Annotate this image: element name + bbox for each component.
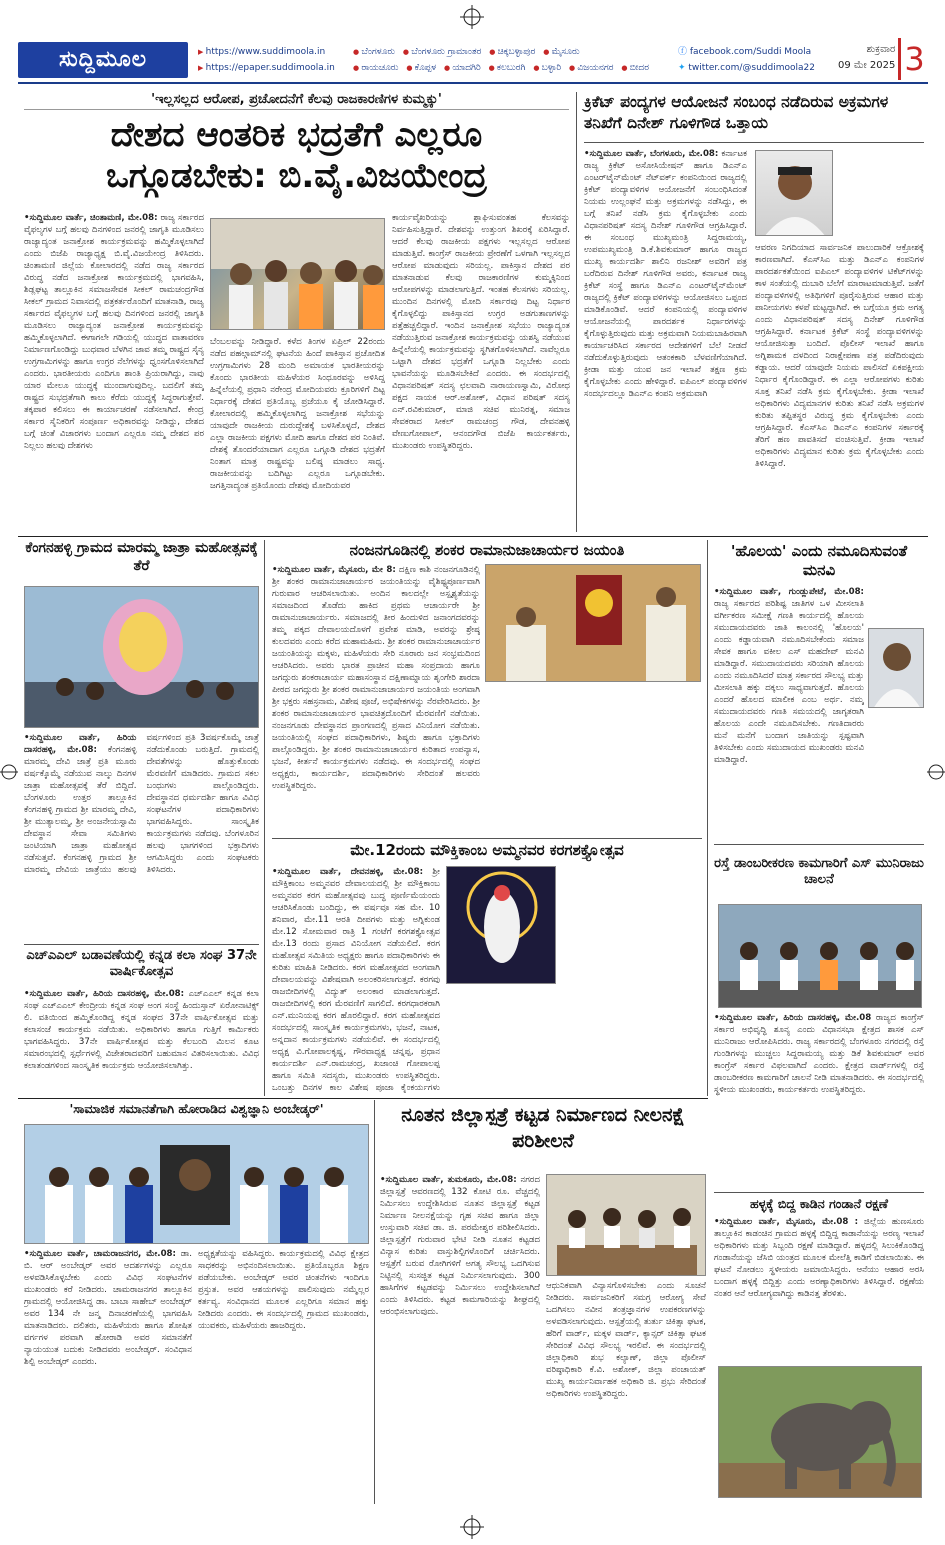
edition-item: ● ಕಲಬುರಗಿ — [489, 63, 526, 73]
cricket-column-1 — [584, 148, 747, 528]
section-divider — [18, 536, 928, 537]
festival-chariot-illustration — [25, 587, 259, 728]
kengan-body-column — [24, 732, 259, 940]
lead-headline-line1: ದೇಶದ ಆಂತರಿಕ ಭದ್ರತೆಗೆ ಎಲ್ಲರೂ — [110, 115, 483, 155]
edition-item: ● ಕೊಪ್ಪಳ — [406, 63, 436, 73]
lead-photo — [210, 218, 385, 330]
ambedkar-headline: 'ಸಾಮಾಜಿಕ ಸಮಾನತೆಗಾಗಿ ಹೋರಾಡಿದ ವಿಶ್ವಜ್ಞಾನಿ ಅಂಬೇಡ್ಕರ್' — [69, 1101, 324, 1116]
edition-item: ● ಯಾದಗಿರಿ — [444, 63, 481, 73]
nanjan-dateline: •ಸುದ್ದಿಮೂಲ ವಾರ್ತೆ, ಮೈಸೂರು, ಮೇ 8: — [272, 565, 396, 575]
nanjan-column-1 — [272, 564, 480, 834]
elephant-photo — [718, 1366, 922, 1498]
hospital-dateline: •ಸುದ್ದಿಮೂಲ ವಾರ್ತೆ, ತುಮಕೂರು, ಮೇ.08: — [380, 1175, 517, 1185]
holaya-dateline: •ಸುದ್ದಿಮೂಲ ವಾರ್ತೆ, ಗುಂಡ್ಲುಪೇಟೆ, ಮೇ.08: — [714, 587, 864, 597]
issue-date-text: 09 ಮೇ 2025 — [838, 60, 896, 71]
edition-item: ● ಬೀದರ — [621, 63, 649, 73]
website-url-link[interactable]: ▶ https://www.suddimoola.in — [198, 44, 335, 60]
cricket-column-2a — [840, 148, 924, 240]
elephant-dateline: •ಸುದ್ದಿಮೂಲ ವಾರ್ತೆ, ಮೈಸೂರು, ಮೇ.08 : — [714, 1217, 859, 1227]
column-divider — [576, 92, 577, 532]
ambedkar-column-1 — [24, 1248, 192, 1500]
section-divider — [18, 1098, 708, 1099]
hospital-headline: ನೂತನ ಜಿಲ್ಲಾಸ್ಪತ್ರೆ ಕಟ್ಟಡ ನಿರ್ಮಾಣದ ನೀಲನಕ್ಷೆ ಪರಿಶೀಲನೆ — [401, 1104, 685, 1152]
edition-item: ● ವಿಜಯನಗರ — [569, 63, 613, 73]
lead-story — [24, 92, 569, 196]
meeting-illustration — [547, 1175, 706, 1276]
cricket-dateline: •ಸುದ್ದಿಮೂಲ ವಾರ್ತೆ, ಬೆಂಗಳೂರು, ಮೇ.08: — [584, 149, 719, 159]
page-number: 3 — [898, 38, 928, 80]
road-dateline: •ಸುದ್ದಿಮೂಲ ವಾರ್ತೆ, ಹಿರಿಯ ದಾಸರಹಳ್ಳಿ, ಮೇ.08 — [714, 1013, 872, 1023]
hal-body: ಎಚ್‌ಎಎಲ್ ಕನ್ನಡ ಕಲಾ ಸಂಘ ಎಚ್‌ಎಎಲ್ ಕೇಂದ್ರೀಯ ಕನ್ನಡ ಸಂಘ ಅಂಗ ಸಂಸ್ಥೆ ಹಿಂದುಸ್ತಾನ್ ಏರೋನಾಟಿಕ್ಸ್ ಲಿ. ವತಿಯಿಂದ ಹಮ್ಮಿಕೊಂಡಿದ್ದ ಕನ್ನಡ ಸಂಘದ 37ನೇ ವಾರ್ಷಿಕೋತ್ಸವ ಮತ್ತು ಕಲಾಸಂಜೆ ಕಾರ್ಯಕ್ರಮ ನಡೆಯಿತು. ಅಧಿಕಾರಿಗಳು ಹಾಗೂ ಗುತ್ತಿಗೆ ಕಾರ್ಮಿಕರು ಭಾಗವಹಿಸಿದ್ದರು. 37ನೇ ವಾರ್ಷಿಕೋತ್ಸವ ಮತ್ತು ಕೆಲಬಂದಿ ಮಿಲನ ಕೂಟ ಸಮಾರಂಭದಲ್ಲಿ ಸ್ಪರ್ಧೆಗಳಲ್ಲಿ ವಿಜೇತರಾದವರಿಗೆ ಬಹುಮಾನ ವಿತರಿಸಲಾಯಿತು. ವಿವಿಧ ಕಲಾತಂಡಗಳಿಂದ ಸಾಂಸ್ಕೃತಿಕ ಕಾರ್ಯಕ್ರಮ ಆಯೋಜಿಸಲಾಗಿತ್ತು. — [24, 989, 259, 1071]
festival-photo — [24, 586, 259, 728]
divider — [714, 1192, 924, 1193]
edition-item: ● ರಾಯಚೂರು — [353, 63, 398, 73]
holaya-body: ರಾಜ್ಯ ಸರ್ಕಾರದ ಪರಿಶಿಷ್ಟ ಜಾತಿಗಳ ಒಳ ಮೀಸಲಾತಿ ವರ್ಗೀಕರಣ ಸಮೀಕ್ಷೆ ಗಣತಿ ಕಾರ್ಯದಲ್ಲಿ ಹೊಲಯ ಸಮುದಾಯದವರು ಜಾತಿ ಕಾಲಂನಲ್ಲಿ 'ಹೊಲಯ' ಎಂದು ಕಡ್ಡಾಯವಾಗಿ ನಮೂದಿಸಬೇಕೆಂದು ಸಮಾಜ ಸೇವಕ ಹಾಗೂ ವಕೀಲ ಎಸ್ ಮಹದೇವ್ ಮನವಿ ಮಾಡಿದ್ದಾರೆ. ಸಮುದಾಯದವರು ಸರಿಯಾಗಿ ಹೊಲಯ ಎಂದು ನಮೂದಿಸಿದರೆ ಮಾತ್ರ ಸರ್ಕಾರದ ಸೌಲಭ್ಯ ಮತ್ತು ಮೀಸಲಾತಿ ಹಕ್ಕು ದಕ್ಕಲು ಸಾಧ್ಯವಾಗುತ್ತದೆ. ಹೊಲಯ ಎಂದರೆ ಹೊಲದ ಮಾಲೀಕ ಎಂಬ ಅರ್ಥ. ನಮ್ಮ ಸಮುದಾಯದವರು ಗಣತಿ ಸಮಯದಲ್ಲಿ ಜಾಗೃತರಾಗಿ ಹೊಲಯ ಎಂದೇ ನಮೂದಿಸಬೇಕು. ಗಣತಿದಾರರು ಮನೆ ಮನೆಗೆ ಬಂದಾಗ ಜಾತಿಯನ್ನು ಸ್ಪಷ್ಟವಾಗಿ ತಿಳಿಸಬೇಕು ಎಂದು ಸಮುದಾಯದ ಮುಖಂಡರು ಮನವಿ ಮಾಡಿದ್ದಾರೆ. — [714, 599, 864, 765]
masthead — [18, 38, 928, 84]
road-photo — [718, 904, 922, 1008]
elephant-body: ಜಿಲ್ಲೆಯ ಹುಣಸೂರು ತಾಲ್ಲೂಕಿನ ಕಾಡಂಚಿನ ಗ್ರಾಮದ ಹಳ್ಳಕ್ಕೆ ಬಿದ್ದಿದ್ದ ಕಾಡಾನೆಯನ್ನು ಅರಣ್ಯ ಇಲಾಖೆ ಅಧಿಕಾರಿಗಳು ಮತ್ತು ಸಿಬ್ಬಂದಿ ರಕ್ಷಣೆ ಮಾಡಿದ್ದಾರೆ. ಹಳ್ಳದಲ್ಲಿ ಸಿಲುಕಿಕೊಂಡಿದ್ದ ಗಂಡಾನೆಯನ್ನು ಜೆಸಿಬಿ ಯಂತ್ರದ ಮೂಲಕ ಮೇಲೆತ್ತಿ ಕಾಡಿಗೆ ಬಿಡಲಾಯಿತು. ಈ ಘಟನೆ ನೋಡಲು ಸ್ಥಳೀಯರು ಜಮಾಯಿಸಿದ್ದರು. ಆನೆಯು ಆಹಾರ ಅರಸಿ ಬಂದಾಗ ಹಳ್ಳಕ್ಕೆ ಬಿದ್ದಿತ್ತು ಎಂದು ಅರಣ್ಯಾಧಿಕಾರಿಗಳು ತಿಳಿಸಿದ್ದಾರೆ. ರಕ್ಷಣೆಯ ನಂತರ ಆನೆ ಆರೋಗ್ಯವಾಗಿದ್ದು ಕಾಡಿನತ್ತ ತೆರಳಿತು. — [714, 1217, 924, 1299]
elephant-illustration — [719, 1367, 922, 1498]
karaga-column-1 — [272, 866, 440, 1094]
karaga-headline: ಮೇ.12ರಂದು ಮೌಕ್ತಿಕಾಂಬ ಅಮ್ಮನವರ ಕರಗಶಕ್ತ್ಯೋತ್ಸವ — [350, 841, 624, 859]
lead-kicker: 'ಇಲ್ಲಸಲ್ಲದ ಆರೋಪ, ಪ್ರಚೋದನೆಗೆ ಕೆಲವು ರಾಜಕಾರಣಿಗಳ ಕುಮ್ಮಕ್ಕು' — [24, 92, 569, 110]
holaya-headline: 'ಹೊಲಯ' ಎಂದು ನಮೂದಿಸುವಂತೆ ಮನವಿ — [730, 542, 908, 579]
hal-dateline: •ಸುದ್ದಿಮೂಲ ವಾರ್ತೆ, ಹಿರಿಯ ದಾಸರಹಳ್ಳಿ, ಮೇ.08: — [24, 989, 185, 999]
nanjan-column-2 — [485, 686, 701, 834]
kengan-dateline: •ಸುದ್ದಿಮೂಲ ವಾರ್ತೆ, ಹಿರಿಯ ದಾಸರಹಳ್ಳಿ, ಮೇ.08: — [24, 733, 137, 755]
divider — [714, 844, 924, 845]
lead-column-3: ಕಾರ್ಯವೈಖರಿಯನ್ನು ಶ್ಲಾಘಿಸುವಂತಹ ಕೆಲಸವನ್ನು ನಿರ್ವಹಿಸುತ್ತಿದ್ದಾರೆ. ದೇಶವನ್ನು ಉತ್ತುಂಗ ಶಿಖರಕ್ಕೆ ಏರಿಸಿದ್ದಾರೆ. ಆದರೆ ಕೆಲವು ರಾಜಕೀಯ ಪಕ್ಷಗಳು ಇಲ್ಲಸಲ್ಲದ ಆರೋಪ ಮಾಡುತ್ತಿವೆ. ಕಾಂಗ್ರೆಸ್ ರಾಜಕೀಯ ಪ್ರೇರಣೆಗೆ ಒಳಗಾಗಿ ಇಲ್ಲಸಲ್ಲದ ಆರೋಪ ಮಾಡುವುದು ಸರಿಯಲ್ಲ. ಪಾಕಿಸ್ತಾನ ದೇಶದ ಪರ ಮಾತನಾಡುವ ಕೆಲವು ರಾಜಕಾರಣಿಗಳ ಕುಮ್ಮಕ್ಕಿನಿಂದ ಆರೋಪಗಳನ್ನು ಮಾಡಲಾಗುತ್ತಿದೆ. ಇಂತಹ ಕೆಲಸಗಳು ಸರಿಯಲ್ಲ. ಮುಂದಿನ ದಿನಗಳಲ್ಲಿ ಮೋದಿ ಸರ್ಕಾರವು ದಿಟ್ಟ ನಿರ್ಧಾರ ಕೈಗೊಳ್ಳಲಿದ್ದು ಪಾಕಿಸ್ತಾನದ ಉಗ್ರರ ಅಡಗುತಾಣಗಳನ್ನು ಪತ್ತೆಹಚ್ಚಲಿದ್ದಾರೆ. ಇಂದಿನ ಜನಾಕ್ರೋಶ ಸಭೆಯು ರಾಜ್ಯಾದ್ಯಂತ ನಡೆಯುತ್ತಿರುವ ಜನಾಕ್ರೋಶ ಕಾರ್ಯಕ್ರಮವನ್ನು ಯಶಸ್ವಿ ನಡೆಯುವ ಹಿನ್ನೆಲೆಯಲ್ಲಿ ಕಾರ್ಯಕ್ರಮವನ್ನು ಸ್ಥಗಿತಗೊಳಿಸಲಾಗಿದೆ. ನಾವೆಲ್ಲರೂ ಒಟ್ಟಾಗಿ ದೇಶದ ಭದ್ರತೆಗೆ ಒಗ್ಗೂಡಿ ನಿಲ್ಲಬೇಕು ಎಂದು ಭಾವನೆಯನ್ನು ಮೂಡಿಸಬೇಕಿದೆ ಎಂದರು. ಈ ಸಂದರ್ಭದಲ್ಲಿ ವಿಧಾನಪರಿಷತ್ ಸದಸ್ಯ ಛಲವಾದಿ ನಾರಾಯಣಸ್ವಾಮಿ, ವಿರೋಧ ಪಕ್ಷದ ನಾಯಕ ಆರ್.ಅಶೋಕ್, ವಿಧಾನ ಪರಿಷತ್ ಸದಸ್ಯ ಎನ್.ರವಿಕುಮಾರ್, ಮಾಜಿ ಸಚಿವ ಮುನಿರತ್ನ, ಸಮಾಜ ಸೇವಕರಾದ ಸೀಕಲ್ ರಾಮಚಂದ್ರ ಗೌಡ, ದೇವನಹಳ್ಳಿ ವೇಣುಗೋಪಾಲ್, ಆನಂದಗೌಡ ಬಿಜೆಪಿ ಕಾರ್ಯಕರ್ತರು, ಮುಖಂಡರು ಉಪಸ್ಥಿತರಿದ್ದರು. — [392, 213, 570, 451]
karaga-dateline: •ಸುದ್ದಿಮೂಲ ವಾರ್ತೆ, ದೇವನಹಳ್ಳಿ, ಮೇ.08: — [272, 867, 424, 877]
advocate-photo — [868, 628, 924, 708]
divider — [272, 838, 702, 839]
cricket-column-2: ಆವರಣ ನಿಗದಿಯಾದ ಸಾರ್ವಜನಿಕ ಪಾಲುದಾರಿಕೆ ಆಕ್ರೋಶಕ್ಕೆ ಕಾರಣವಾಗಿದೆ. ಕೆಎಸ್‌ಸಿಎ ಮತ್ತು ಡಿಎನ್‌ಎ ಕಂಪನಿಗಳ ಪಾರದರ್ಶಕತೆಯಿಂದ ಐಪಿಎಲ್ ಪಂದ್ಯಾವಳಿಗಳ ಟಿಕೆಟ್‌ಗಳನ್ನು ಕಾಳ ಸಂತೆಯಲ್ಲಿ ದುಬಾರಿ ಬೆಲೆಗೆ ಮಾರಾಟಮಾಡುತ್ತಿವೆ. ಜತೆಗೆ ಪಂದ್ಯಾವಳಿಗಳಲ್ಲಿ ಅತಿಥಿಗಳಿಗೆ ಪೂರೈಸುತ್ತಿರುವ ಆಹಾರ ಮತ್ತು ಪಾನೀಯಗಳು ಕಳಪೆ ಮಟ್ಟದ್ದಾಗಿವೆ. ಈ ಬಗ್ಗೆಯೂ ಕ್ರಮ ಅಗತ್ಯ ಎಂದು ವಿಧಾನಪರಿಷತ್ ಸದಸ್ಯ ದಿನೇಶ್ ಗೂಳಿಗೌಡ ಆಗ್ರಹಿಸಿದ್ದಾರೆ. ಕರ್ನಾಟಕ ಕ್ರಿಕೆಟ್ ಸಂಸ್ಥೆ ಪಂದ್ಯಾವಳಿಗಳನ್ನು ಆಯೋಜಿಸುತ್ತಾ ಬಂದಿದೆ. ಪೊಲೀಸ್ ಇಲಾಖೆ ಹಾಗೂ ಅಗ್ನಿಶಾಮಕ ದಳದಿಂದ ನಿರಾಕ್ಷೇಪಣಾ ಪತ್ರ ಪಡೆದಿರುವುದು ಕಡ್ಡಾಯ. ಆದರೆ ಯಾವುದೇ ನಿಯಮ ಪಾಲಿಸದೆ ಏಕಪಕ್ಷೀಯ ನಿರ್ಧಾರ ಕೈಗೊಂಡಿದ್ದಾರೆ. ಈ ಎಲ್ಲಾ ಆರೋಪಗಳು ಕುರಿತು ಸೂಕ್ತ ತನಿಖೆ ನಡೆಸಿ ಕ್ರಮ ಕೈಗೊಳ್ಳಬೇಕು. ಕ್ರೀಡಾ ಇಲಾಖೆ ಅಧಿಕಾರಿಗಳು ವಿದ್ಯಮಾನಗಳ ಕುರಿತು ತನಿಖೆ ನಡೆಸಿ ಅಕ್ರಮಗಳ ಕುರಿತು ತಪ್ಪಿತಸ್ಥರ ವಿರುದ್ಧ ಕ್ರಮ ಕೈಗೊಳ್ಳಬೇಕು ಎಂದು ಆಗ್ರಹಿಸಿದ್ದಾರೆ. ಕೆಎಸ್‌ಸಿಎ ಡಿಎನ್‌ಎ ಕಂಪನಿಗಳ ಸರ್ಕಾರಕ್ಕೆ ತೆರಿಗೆ ಹಣ ಪಾವತಿಸದೆ ವಂಚಿಸುತ್ತಿವೆ. ಕ್ರೀಡಾ ಇಲಾಖೆ ಅಧಿಕಾರಿಗಳು ವಿದ್ಯಮಾನ ಕುರಿತು ಕ್ರಮ ಕೈಗೊಳ್ಳಬೇಕು ಎಂದು ತಿಳಿಸಿದ್ದಾರೆ. — [755, 243, 924, 469]
lead-column-1 — [24, 212, 204, 528]
temple-ritual-illustration — [486, 565, 701, 682]
divider — [584, 142, 924, 143]
road-inauguration-illustration — [719, 905, 922, 1008]
ambedkar-body-1: ಡಾ. ಬಿ. ಆರ್ ಅಂಬೇಡ್ಕರ್ ಅವರ ಆದರ್ಶಗಳನ್ನು ಎಲ್ಲರೂ ಅಳವಡಿಸಿಕೊಳ್ಳಬೇಕು ಎಂದು ವಿವಿಧ ಸಂಘಟನೆಗಳ ಮುಖಂಡರು ಕರೆ ನೀಡಿದರು. ಚಾಮರಾಜನಗರ ತಾಲ್ಲೂಕಿನ ಗ್ರಾಮದಲ್ಲಿ ಆಯೋಜಿಸಿದ್ದ ಡಾ. ಬಾಬಾ ಸಾಹೇಬ್ ಅಂಬೇಡ್ಕರ್ ಅವರ 134 ನೇ ಜನ್ಮ ದಿನಾಚರಣೆಯಲ್ಲಿ ಭಾಗವಹಿಸಿ ಮಾತನಾಡಿದರು. ದಲಿತರು, ಮಹಿಳೆಯರು ಹಾಗೂ ಶೋಷಿತ ವರ್ಗಗಳ ಪರವಾಗಿ ಹೋರಾಡಿ ಅವರ ಸಮಾನತೆಗೆ ನ್ಯಾಯಯುತ ಬದುಕು ನೀಡಿದವರು ಅಂಬೇಡ್ಕರ್. ಸಂವಿಧಾನ ಶಿಲ್ಪಿ ಅಂಬೇಡ್ಕರ್ ಎಂದರು. — [24, 1249, 192, 1367]
cricket-body-1: ಕರ್ನಾಟಕ ರಾಜ್ಯ ಕ್ರಿಕೆಟ್ ಅಸೋಸಿಯೇಷನ್ ಹಾಗೂ ಡಿಎನ್‌ಎ ಎಂಟರ್‌ಟೈನ್‌ಮೆಂಟ್ ನೆಟ್‌ವರ್ಕ್ ಕಂಪನಿಯಿಂದ ರಾಜ್ಯದಲ್ಲಿ ಕ್ರಿಕೆಟ್ ಪಂದ್ಯಾವಳಿಗಳ ಆಯೋಜನೆಗೆ ಸಂಬಂಧಿಸಿದಂತೆ ನಿಯಮ ಉಲ್ಲಂಘನೆ ಮತ್ತು ಅಕ್ರಮಗಳನ್ನು ನಡೆಸಿದ್ದು, ಈ ಬಗ್ಗೆ ತನಿಖೆ ನಡೆಸಿ ಕ್ರಮ ಕೈಗೊಳ್ಳಬೇಕು ಎಂದು ವಿಧಾನಪರಿಷತ್ ಸದಸ್ಯ ದಿನೇಶ್ ಗೂಳಿಗೌಡ ಆಗ್ರಹಿಸಿದ್ದಾರೆ. ಈ ಸಂಬಂಧ ಮುಖ್ಯಮಂತ್ರಿ ಸಿದ್ದರಾಮಯ್ಯ, ಉಪಮುಖ್ಯಮಂತ್ರಿ ಡಿ.ಕೆ.ಶಿವಕುಮಾರ್ ಹಾಗೂ ರಾಜ್ಯದ ಮುಖ್ಯ ಕಾರ್ಯದರ್ಶಿ ಶಾಲಿನಿ ರಜನೀಶ್ ಅವರಿಗೆ ಪತ್ರ ಬರೆದಿರುವ ದಿನೇಶ್ ಗೂಳಿಗೌಡ ಅವರು, ಕರ್ನಾಟಕ ರಾಜ್ಯ ಕ್ರಿಕೆಟ್ ಸಂಸ್ಥೆ ಹಾಗೂ ಡಿಎನ್‌ಎ ಎಂಟರ್‌ಟೈನ್‌ಮೆಂಟ್ ರಾಜ್ಯದಲ್ಲಿ ಕ್ರಿಕೆಟ್ ಪಂದ್ಯಾವಳಿಗಳನ್ನು ಆಯೋಜಿಸಲು ಒಪ್ಪಂದ ಮಾಡಿಕೊಂಡಿವೆ. ಆದರೆ ಕಂಪನಿಯಲ್ಲಿ ಪಂದ್ಯಾವಳಿಗಳ ಆಯೋಜನೆಯಲ್ಲಿ ಪಾರದರ್ಶಕ ನಿರ್ಧಾರಗಳನ್ನು ಕೈಗೊಳ್ಳುತ್ತಿರುವುದು ಮತ್ತು ಅಕ್ರಮವಾಗಿ ನಿಯಮಬಾಹಿರವಾಗಿ ಕಾರ್ಯಾಚರಿಸಿದ ಸರ್ಕಾರದ ಆದೇಶಗಳಿಗೆ ಬೆಲೆ ನೀಡದೆ ನಡೆದುಕೊಳ್ಳುತ್ತಿರುವುದು ಆತಂಕಕಾರಿ ಬೆಳವಣಿಗೆಯಾಗಿದೆ. ಕ್ರೀಡಾ ಮತ್ತು ಯುವ ಜನ ಇಲಾಖೆ ತಕ್ಷಣ ಕ್ರಮ ಕೈಗೊಳ್ಳಬೇಕು ಎಂದು ಹೇಳಿದ್ದಾರೆ. ಐಪಿಎಲ್ ಪಂದ್ಯಾವಳಿಗಳ ಸಂದರ್ಭದಲ್ಲೂ ಡಿಎನ್‌ಎ ಕಂಪನಿ ಅಕ್ರಮವಾಗಿ — [584, 149, 747, 399]
person-portrait — [756, 151, 833, 236]
newspaper-logo[interactable]: ಸುದ್ದಿಮೂಲ — [18, 42, 188, 78]
nanjan-headline: ನಂಜನಗೂಡಿನಲ್ಲಿ ಶಂಕರ ರಾಮಾನುಜಾಚಾರ್ಯರ ಜಯಂತಿ — [349, 541, 625, 559]
edition-item: ● ಬಳ್ಳಾರಿ — [533, 63, 561, 73]
person-portrait — [869, 629, 924, 708]
issue-day: ಶುಕ್ರವಾರ — [866, 44, 896, 55]
road-body: ರಾಜ್ಯದ ಕಾಂಗ್ರೆಸ್ ಸರ್ಕಾರ ಅಭಿವೃದ್ಧಿ ಶೂನ್ಯ ಎಂದು ವಿಧಾನಸಭಾ ಕ್ಷೇತ್ರದ ಶಾಸಕ ಎಸ್ ಮುನಿರಾಜು ಆರೋಪಿಸಿದರು. ರಾಜ್ಯ ಸರ್ಕಾರದಲ್ಲಿ ಬೆಂಗಳೂರು ನಗರದಲ್ಲಿ ರಸ್ತೆ ಗುಂಡಿಗಳನ್ನು ಮುಚ್ಚಲು ಸಿದ್ದರಾಮಯ್ಯ ಮತ್ತು ಡಿಕೆ ಶಿವಕುಮಾರ್ ಅವರ ಕಾಂಗ್ರೆಸ್ ಸರ್ಕಾರ ವಿಫಲವಾಗಿದೆ ಎಂದರು. ಕ್ಷೇತ್ರದ ವಾರ್ಡ್‌ಗಳಲ್ಲಿ ರಸ್ತೆ ಡಾಂಬರೀಕರಣ ಕಾಮಗಾರಿಗೆ ಚಾಲನೆ ನೀಡಿ ಮಾತನಾಡಿದರು. ಈ ಸಂದರ್ಭದಲ್ಲಿ ಸ್ಥಳೀಯ ಮುಖಂಡರು, ಕಾರ್ಯಕರ್ತರು ಉಪಸ್ಥಿತರಿದ್ದರು. — [714, 1013, 924, 1095]
twitter-icon: ✦ — [678, 63, 689, 73]
issue-date — [838, 42, 895, 74]
karaga-photo — [446, 866, 556, 984]
karaga-body: ಶ್ರೀ ಮೌಕ್ತಿಕಾಂಬ ಅಮ್ಮನವರ ದೇವಾಲಯದಲ್ಲಿ ಶ್ರೀ ಮೌಕ್ತಿಕಾಂಬ ಅಮ್ಮನವರ ಕರಗ ಮಹೋತ್ಸವವು ಬುದ್ಧ ಪೂರ್ಣಿಮೆಯಂದು ಆಚರಿಸಿಕೊಂಡು ಬಂದಿದ್ದು, ಈ ವರ್ಷವೂ ಸಹ ಮೇ. 10 ಶನಿವಾರ, ಮೇ.11 ಆರತಿ ದೀಪಗಳು ಮತ್ತು ಅಗ್ನಿಕುಂಡ ಮೇ.12 ಸೋಮವಾರ ರಾತ್ರಿ 1 ಗಂಟೆಗೆ ಕರಗಶಕ್ತ್ಯೋತ್ಸವ ಮೇ.13 ರಂದು ಪ್ರಸಾದ ವಿನಿಯೋಗ ನಡೆಯಲಿದೆ. ಕರಗ ಮಹೋತ್ಸವ ಸಮಿತಿಯ ಅಧ್ಯಕ್ಷರು ಹಾಗೂ ಪದಾಧಿಕಾರಿಗಳು ಈ ಕುರಿತು ಮಾಹಿತಿ ನೀಡಿದರು. ಕರಗ ಮಹೋತ್ಸವದ ಅಂಗವಾಗಿ ದೇವಾಲಯವನ್ನು ವಿಶೇಷವಾಗಿ ಅಲಂಕರಿಸಲಾಗುತ್ತದೆ. ಕರಗವು ರಾಜಬೀದಿಗಳಲ್ಲಿ ವಿದ್ಯುತ್ ಅಲಂಕಾರ ಮಾಡಲಾಗುತ್ತದೆ. ರಾಜಬೀದಿಗಳಲ್ಲಿ ಕರಗ ಮೆರವಣಿಗೆ ಸಾಗಲಿದೆ. ಕರಗಧಾರಕರಾಗಿ ಎನ್.ಮುನಿಯಪ್ಪ ಕರಗ ಹೊರಲಿದ್ದಾರೆ. ಕರಗ ಮಹೋತ್ಸವದ ಸಂದರ್ಭದಲ್ಲಿ ಸಾಂಸ್ಕೃತಿಕ ಕಾರ್ಯಕ್ರಮಗಳು, ಭಜನೆ, ನಾಟಕ, ಅನ್ನದಾನ ಕಾರ್ಯಕ್ರಮಗಳು ನಡೆಯಲಿವೆ. ಈ ಸಂದರ್ಭದಲ್ಲಿ ಅಧ್ಯಕ್ಷ ವಿ.ಗೋಪಾಲಕೃಷ್ಣ, ಗೌರವಾಧ್ಯಕ್ಷ ಚನ್ನಪ್ಪ, ಪ್ರಧಾನ ಕಾರ್ಯದರ್ಶಿ ಎನ್.ರಾಮಚಂದ್ರ, ಖಜಾಂಚಿ ಗೋಪಾಲಪ್ಪ ಹಾಗೂ ಸಮಿತಿ ಸದಸ್ಯರು, ಮುಖಂಡರು ಉಪಸ್ಥಿತರಿದ್ದರು. ಒಂಬತ್ತು ದಿನಗಳ ಕಾಲ ವಿಶೇಷ ಪೂಜಾ ಕೈಂಕರ್ಯಗಳು — [272, 867, 440, 1093]
road-headline: ರಸ್ತೆ ಡಾಂಬರೀಕರಣ ಕಾಮಗಾರಿಗೆ ಎಸ್ ಮುನಿರಾಜು ಚಾಲನೆ — [714, 856, 924, 888]
lead-body-1: ರಾಜ್ಯ ಸರ್ಕಾರದ ವೈಫಲ್ಯಗಳ ಬಗ್ಗೆ ಹಲವು ದಿನಗಳಿಂದ ಜನರಲ್ಲಿ ಜಾಗೃತಿ ಮೂಡಿಸಲು ರಾಜ್ಯಾದ್ಯಂತ ಜನಾಕ್ರೋಶ ಕಾರ್ಯಕ್ರಮವನ್ನು ಹಮ್ಮಿಕೊಳ್ಳಲಾಗಿದೆ ಎಂದು ಬಿಜೆಪಿ ರಾಜ್ಯಾಧ್ಯಕ್ಷ ಬಿ.ವೈ.ವಿಜಯೇಂದ್ರ ತಿಳಿಸಿದರು. ಚಿಂತಾಮಣಿ ಜಿಲ್ಲೆಯ ಕೋಲಾರದಲ್ಲಿ ನಡೆದ ರಾಜ್ಯ ಸರ್ಕಾರದ ವಿರುದ್ಧ ನಡೆದ ಜನಾಕ್ರೋಶ ಕಾರ್ಯಕ್ರಮದಲ್ಲಿ ಭಾಗವಹಿಸಿ, ಶಿಡ್ಲಘಟ್ಟ ತಾಲ್ಲೂಕಿನ ಸಮಾಜಸೇವಕ ಸೀಕಲ್ ರಾಮಚಂದ್ರಗೌಡ ಸೀಕಲ್ ಗ್ರಾಮದ ನಿವಾಸದಲ್ಲಿ ಪತ್ರಕರ್ತರೊಂದಿಗೆ ಮಾತನಾಡಿ, ರಾಜ್ಯ ಸರ್ಕಾರದ ವೈಫಲ್ಯಗಳ ಬಗ್ಗೆ ಹಲವು ದಿನಗಳಿಂದ ಜನರಲ್ಲಿ ಜಾಗೃತಿ ಮೂಡಿಸಲು ರಾಜ್ಯಾದ್ಯಂತ ಜನಾಕ್ರೋಶ ಕಾರ್ಯಕ್ರಮವನ್ನು ಹಮ್ಮಿಕೊಳ್ಳಲಾಗಿದೆ. ಈಗಾಗಲೇ ಗಡಿಯಲ್ಲಿ ಯುದ್ಧದ ವಾತಾವರಣ ನಿರ್ಮಾಣಗೊಂಡಿದ್ದು ಬುಧವಾರ ಬೆಳಗಿನ ಜಾವ ತಮ್ಮ ರಾಷ್ಟ್ರದ ಸೈನ್ಯ ಉಗ್ರಗಾಮಿಗಳನ್ನು ಹಾಗೂ ಉಗ್ರರ ನೆಲೆಗಳನ್ನು ಧ್ವಂಸಗೊಳಿಸಲಾಗಿದೆ ಎಂದರು. ಭಾರತೀಯರು ಎಂದಿಗೂ ಶಾಂತಿ ಪ್ರಿಯರಾಗಿದ್ದು, ನಾವು ಯಾರ ಮೇಲೂ ಯುದ್ಧಕ್ಕೆ ಮುಂದಾಗುವುದಿಲ್ಲ. ಬದಲಿಗೆ ತಮ್ಮ ರಾಷ್ಟ್ರದ ಸುಭದ್ರತೆಗಾಗಿ ಕಾಲು ಕೆರೆದು ಯುದ್ಧಕ್ಕೆ ಸಿದ್ಧರಾಗುತ್ತೇವೆ. ತಕ್ಕಪಾಠ ಕಲಿಸಲು ಈ ಕಾರ್ಯಾಚರಣೆ ನಡೆಸಲಾಗಿದೆ. ಕೇಂದ್ರ ಸರ್ಕಾರ ಸೈನಿಕರಿಗೆ ಸಂಪೂರ್ಣ ಅಧಿಕಾರವನ್ನು ನೀಡಿದ್ದು, ದೇಶದ ಬಗ್ಗೆ ಚಿಂತೆ ವಿಚಾರಗಳು ಬಂದಾಗ ಎಲ್ಲರೂ ನಮ್ಮ ದೇಶದ ಪರ ನಿಲ್ಲಲು ಹಲವು ದೇಶಗಳು — [24, 213, 204, 451]
facebook-icon: ⓕ — [678, 47, 690, 57]
edition-item: ● ಮೈಸೂರು — [543, 47, 579, 57]
column-divider — [707, 540, 708, 1096]
twitter-link[interactable] — [678, 60, 815, 76]
portrait-photo — [755, 150, 833, 236]
crowd-illustration — [211, 219, 385, 330]
epaper-url-link[interactable]: ▶ https://epaper.suddimoola.in — [198, 60, 335, 76]
lead-headline-line2: ಒಗ್ಗೂಡಬೇಕು: ಬಿ.ವೈ.ವಿಜಯೇಂದ್ರ — [106, 156, 487, 197]
karaga-column-2 — [562, 866, 702, 1094]
edition-item: ● ಬೆಂಗಳೂರು ಗ್ರಾಮಾಂತರ — [403, 47, 482, 57]
facebook-link[interactable] — [678, 44, 815, 60]
nanjan-body: ದಕ್ಷಿಣ ಕಾಶಿ ನಂಜನಗೂಡಿನಲ್ಲಿ ಶ್ರೀ ಶಂಕರ ರಾಮಾನುಜಾಚಾರ್ಯರ ಜಯಂತಿಯನ್ನು ವೈಶಿಷ್ಟ್ಯಪೂರ್ಣವಾಗಿ ಗುರುವಾರ ಆಚರಿಸಲಾಯಿತು. ಅಂದಿನ ಕಾಲದಲ್ಲೇ ಅಸ್ಪೃಶ್ಯತೆಯನ್ನು ಸಮಾಜದಿಂದ ತೊಡೆದು ಹಾಕಿದ ಪ್ರಥಮ ಆಚಾರ್ಯರೇ ಶ್ರೀ ರಾಮಾನುಜಾಚಾರ್ಯರು. ಸಮಾಜದಲ್ಲಿ ತೀರ ಹಿಂದುಳಿದ ಜನಾಂಗದವರನ್ನು ತಮ್ಮ ಪಕ್ಕದ ದೇವಾಲಯದೊಳಗೆ ಪ್ರವೇಶ ಮಾಡಿ, ಅವರನ್ನು ಶ್ರೇಷ್ಠ ಕುಲದವರು ಎಂದು ಕರೆದ ಮಹಾಮಹಿಮ. ಶ್ರೀ ಶಂಕರ ರಾಮಾನುಜಾಚಾರ್ಯರ ಜಯಂತಿಯನ್ನು ಮಕ್ಕಳು, ಮಹಿಳೆಯರು ಸೇರಿ ನೂರಾರು ಜನ ಸಂಭ್ರಮದಿಂದ ಆಚರಿಸಿದರು. ಅವರು ಭಾರತ ಪ್ರಾಚೀನ ಮಹಾ ಸಂಪ್ರದಾಯ ಹಾಗೂ ಜಗದ್ಗುರು ಶಂಕರಾಚಾರ್ಯ ಮಹಾಸಂಸ್ಥಾನ ದಕ್ಷಿಣಾಮ್ನಾಯ ಶೃಂಗೇರಿ ಶಾರದಾ ಪೀಠದ ಜಗದ್ಗುರು ಶ್ರೀ ಶಂಕರ ರಾಮಾನುಜಾಚಾರ್ಯರ ಜಯಂತಿಯ ಅಂಗವಾಗಿ ಶ್ರೀ ಭಕ್ತರು ಸಹಸ್ರನಾಮ, ವಿಶೇಷ ಪೂಜೆ, ಅಭಿಷೇಕಗಳನ್ನು ನೆರವೇರಿಸಿದರು. ಶ್ರೀ ಶಂಕರ ರಾಮಾನುಜಾಚಾರ್ಯರ ಭಾವಚಿತ್ರದೊಂದಿಗೆ ಮೆರವಣಿಗೆ ನಡೆಯಿತು. ನಂಜನಗೂಡು ದೇವಸ್ಥಾನದ ಪ್ರಾಂಗಣದಲ್ಲಿ ಪ್ರಸಾದ ವಿನಿಯೋಗ ನಡೆಯಿತು. ಜಯಂತಿಯಲ್ಲಿ ಸಂಘದ ಪದಾಧಿಕಾರಿಗಳು, ಶಿಷ್ಯರು ಹಾಗೂ ಭಕ್ತಾದಿಗಳು ಪಾಲ್ಗೊಂಡಿದ್ದರು. ಶ್ರೀ ಶಂಕರ ರಾಮಾನುಜಾಚಾರ್ಯರ ಕುರಿತಾದ ಉಪನ್ಯಾಸ, ಭಜನೆ, ಕೀರ್ತನೆ ಕಾರ್ಯಕ್ರಮಗಳು ನಡೆದವು. ಈ ಸಂದರ್ಭದಲ್ಲಿ ಸಂಘದ ಅಧ್ಯಕ್ಷರು, ಕಾರ್ಯದರ್ಶಿ, ಪದಾಧಿಕಾರಿಗಳು ಸೇರಿದಂತೆ ಹಲವರು ಉಪಸ್ಥಿತರಿದ್ದರು. — [272, 565, 480, 791]
kengan-body: ಕೆಂಗನಹಳ್ಳಿ ಮಾರಮ್ಮ ದೇವಿ ಜಾತ್ರೆ ಪ್ರತಿ ಮೂರು ವರ್ಷಕ್ಕೊಮ್ಮೆ ನಡೆಯುವ ನಾಲ್ಕು ದಿನಗಳ ಜಾತ್ರಾ ಮಹೋತ್ಸವಕ್ಕೆ ತೆರೆ ಬಿದ್ದಿದೆ. ಬೆಂಗಳೂರು ಉತ್ತರ ತಾಲ್ಲೂಕಿನ ಕೆಂಗನಹಳ್ಳಿ ಗ್ರಾಮದ ಶ್ರೀ ಮಾರಮ್ಮ ದೇವಿ, ಶ್ರೀ ಮುತ್ಯಾಲಮ್ಮ, ಶ್ರೀ ಅಂಜನೇಯಸ್ವಾಮಿ ದೇವಸ್ಥಾನ ಸೇವಾ ಸಮಿತಿಗಳು ಜಂಟಿಯಾಗಿ ಜಾತ್ರಾ ಮಹೋತ್ಸವ ನಡೆಸುತ್ತವೆ. ಕೆಂಗನಹಳ್ಳಿ ಗ್ರಾಮದ ಶ್ರೀ ಮಾರಮ್ಮ ದೇವಿಯ ಜಾತ್ರೆಯು ಹಲವು ವರ್ಷಗಳಿಂದ ಪ್ರತಿ 3ವರ್ಷಕೊಮ್ಮೆ ಜಾತ್ರೆ ನಡೆದುಕೊಂಡು ಬರುತ್ತಿದೆ. ಗ್ರಾಮದಲ್ಲಿ ದೇವತೆಗಳನ್ನು ಹೊತ್ತುಕೊಂಡು ಮೆರವಣಿಗೆ ಮಾಡಿದರು. ಗ್ರಾಮದ ಸಕಲ ಬಂಧುಗಳು ಪಾಲ್ಗೊಂಡಿದ್ದರು. ದೇವಸ್ಥಾನದ ಧರ್ಮದರ್ಶಿ ಹಾಗೂ ವಿವಿಧ ಸಂಘಟನೆಗಳ ಪದಾಧಿಕಾರಿಗಳು ಭಾಗವಹಿಸಿದ್ದರು. ಸಾಂಸ್ಕೃತಿಕ ಕಾರ್ಯಕ್ರಮಗಳು ನಡೆದವು. ಬೆಂಗಳೂರಿನ ಹಲವು ಭಾಗಗಳಿಂದ ಭಕ್ತಾದಿಗಳು ಆಗಮಿಸಿದ್ದರು ಎಂದು ಸಂಘಟಕರು ತಿಳಿಸಿದರು. — [24, 733, 259, 875]
website-links — [198, 44, 335, 76]
divider — [24, 944, 259, 945]
column-divider — [374, 1100, 375, 1504]
cricket-story — [584, 92, 924, 134]
ambedkar-dateline: •ಸುದ್ದಿಮೂಲ ವಾರ್ತೆ, ಚಾಮರಾಜನಗರ, ಮೇ.08: — [24, 1249, 176, 1259]
ambedkar-photo — [24, 1124, 369, 1244]
cricket-headline: ಕ್ರಿಕೆಟ್ ಪಂದ್ಯಗಳ ಆಯೋಜನೆ ಸಂಬಂಧ ನಡೆದಿರುವ ಅಕ್ರಮಗಳ ತನಿಖೆಗೆ ದಿನೇಶ್ ಗೂಳಿಗೌಡ ಒತ್ತಾಯ — [584, 93, 889, 132]
elephant-body-column — [714, 1216, 924, 1362]
road-body-column — [714, 1012, 924, 1188]
karaga-lights-illustration — [447, 867, 556, 984]
hal-headline: ಎಚ್‌ಎಎಲ್ ಬಡಾವಣೆಯಲ್ಲಿ ಕನ್ನಡ ಕಲಾ ಸಂಘ 37ನೇ ವಾರ್ಷಿಕೋತ್ಸವ — [26, 948, 257, 980]
facebook-link-label: facebook.com/Suddi Moola — [689, 47, 812, 57]
elephant-headline: ಹಳ್ಳಕ್ಕೆ ಬಿದ್ದ ಕಾಡಿನ ಗಂಡಾನೆ ರಕ್ಷಣೆ — [749, 1196, 889, 1211]
lead-column-2: ಬೆಂಬಲವನ್ನು ನೀಡಿದ್ದಾರೆ. ಕಳೆದ ತಿಂಗಳ ಏಪ್ರಿಲ್ 22ರಂದು ನಡೆದ ಪಹಲ್ಗಾಮ್‌ನಲ್ಲಿ ಘಟನೆಯ ಹಿಂದೆ ಪಾಕಿಸ್ತಾನ ಪ್ರಚೋದಿತ ಉಗ್ರಗಾಮಿಗಳು 28 ಮಂದಿ ಅಮಾಯಕ ಭಾರತೀಯರನ್ನು ಕೊಂದು ಭಾರತೀಯ ಮಹಿಳೆಯರ ಸಿಂಧೂರವನ್ನು ಅಳಿಸಿದ್ದ ಹಿನ್ನೆಲೆಯಲ್ಲಿ ಪ್ರಧಾನಿ ನರೇಂದ್ರ ಮೋದಿಯವರು ಕ್ರೂರಿಗಳಿಗೆ ದಿಟ್ಟ ನಿರ್ಧಾರಕ್ಕೆ ದೇಶದ ಪ್ರತಿಯೊಬ್ಬ ಪ್ರಜೆಯೂ ಕೈ ಜೋಡಿಸಿದ್ದಾರೆ. ಕೋಲಾರದಲ್ಲಿ ಹಮ್ಮಿಕೊಳ್ಳಲಾಗಿದ್ದ ಜನಾಕ್ರೋಶ ಸಭೆಯನ್ನು ಯಾವುದೇ ರಾಜಕೀಯ ದುರುದ್ದೇಶಕ್ಕೆ ಬಳಸಿಕೊಳ್ಳದೆ, ದೇಶದ ಎಲ್ಲಾ ರಾಜಕೀಯ ಪಕ್ಷಗಳು ಮೋದಿ ಹಾಗೂ ದೇಶದ ಪರ ನಿಂತಿವೆ. ದೇಶಕ್ಕೆ ತೊಂದರೆಯಾದಾಗ ಎಲ್ಲರೂ ಒಗ್ಗೂಡಿ ದೇಶದ ಭದ್ರತೆಗೆ ನಿಂತಾಗ ಮಾತ್ರ ರಾಷ್ಟ್ರವನ್ನು ಬಲಿಷ್ಠ ಮಾಡಲು ಸಾಧ್ಯ. ರಾಜಕೀಯವನ್ನು ಬದಿಗಿಟ್ಟು ಎಲ್ಲರೂ ಒಗ್ಗೂಡಬೇಕು. ಜಗತ್ತಿನಾದ್ಯಂತ ಪ್ರತಿಯೊಂದು ದೇಶವು ಮೋದಿಯವರ — [210, 337, 385, 491]
hospital-column-2: ಆಧುನಿಕವಾಗಿ ವಿನ್ಯಾಸಗೊಳಿಸಬೇಕು ಎಂದು ಸೂಚನೆ ನೀಡಿದರು. ಸಾರ್ವಜನಿಕರಿಗೆ ಸಮಗ್ರ ಆರೋಗ್ಯ ಸೇವೆ ಒದಗಿಸಲು ನವೀನ ತಂತ್ರಜ್ಞಾನಗಳ ಉಪಕರಣಗಳನ್ನು ಅಳವಡಿಸಲಾಗುವುದು. ಆಸ್ಪತ್ರೆಯಲ್ಲಿ ತುರ್ತು ಚಿಕಿತ್ಸಾ ಘಟಕ, ಹೆರಿಗೆ ವಾರ್ಡ್, ಮಕ್ಕಳ ವಾರ್ಡ್, ಕ್ಯಾನ್ಸರ್ ಚಿಕಿತ್ಸಾ ಘಟಕ ಸೇರಿದಂತೆ ವಿವಿಧ ಸೌಲಭ್ಯ ಇರಲಿವೆ. ಈ ಸಂದರ್ಭದಲ್ಲಿ ಜಿಲ್ಲಾಧಿಕಾರಿ ಶುಭ ಕಲ್ಯಾಣ್, ಜಿಲ್ಲಾ ಪೊಲೀಸ್ ವರಿಷ್ಠಾಧಿಕಾರಿ ಕೆ.ವಿ. ಅಶೋಕ್, ಜಿಲ್ಲಾ ಪಂಚಾಯತ್ ಮುಖ್ಯ ಕಾರ್ಯನಿರ್ವಾಹಕ ಅಧಿಕಾರಿ ಜಿ. ಪ್ರಭು ಸೇರಿದಂತೆ ಅಧಿಕಾರಿಗಳು ಉಪಸ್ಥಿತರಿದ್ದರು. — [546, 1281, 706, 1399]
edition-list — [353, 44, 673, 76]
temple-photo — [485, 564, 701, 682]
hospital-body-1: ನಗರದ ಜಿಲ್ಲಾಸ್ಪತ್ರೆ ಆವರಣದಲ್ಲಿ 132 ಕೋಟಿ ರೂ. ವೆಚ್ಚದಲ್ಲಿ ನಿರ್ಮಿಸಲು ಉದ್ದೇಶಿಸಿರುವ ನೂತನ ಜಿಲ್ಲಾಸ್ಪತ್ರೆ ಕಟ್ಟಡ ನಿರ್ಮಾಣ ನೀಲನಕ್ಷೆಯನ್ನು ಗೃಹ ಸಚಿವ ಹಾಗೂ ಜಿಲ್ಲಾ ಉಸ್ತುವಾರಿ ಸಚಿವ ಡಾ. ಜಿ. ಪರಮೇಶ್ವರ ಪರಿಶೀಲಿಸಿದರು. ಜಿಲ್ಲಾಸ್ಪತ್ರೆಗೆ ಗುರುವಾರ ಭೇಟಿ ನೀಡಿ ನೂತನ ಕಟ್ಟಡದ ವಿನ್ಯಾಸ ಕುರಿತು ವಾಸ್ತುಶಿಲ್ಪಿಗಳೊಂದಿಗೆ ಚರ್ಚಿಸಿದರು. ಆಸ್ಪತ್ರೆಗೆ ಬರುವ ರೋಗಿಗಳಿಗೆ ಅಗತ್ಯ ಸೌಲಭ್ಯ ಒದಗಿಸುವ ನಿಟ್ಟಿನಲ್ಲಿ ಸುಸಜ್ಜಿತ ಕಟ್ಟಡ ನಿರ್ಮಿಸಲಾಗುವುದು. 300 ಹಾಸಿಗೆಗಳ ಕಟ್ಟಡವನ್ನು ನಿರ್ಮಿಸಲು ಉದ್ದೇಶಿಸಲಾಗಿದೆ ಎಂದು ತಿಳಿಸಿದರು. ಕಟ್ಟಡ ಕಾಮಗಾರಿಯನ್ನು ಶೀಘ್ರದಲ್ಲಿ ಆರಂಭಿಸಲಾಗುವುದು. — [380, 1175, 540, 1317]
ambedkar-column-2: ಅಧ್ಯಕ್ಷತೆಯನ್ನು ವಹಿಸಿದ್ದರು. ಕಾರ್ಯಕ್ರಮದಲ್ಲಿ ವಿವಿಧ ಕ್ಷೇತ್ರದ ಸಾಧಕರನ್ನು ಅಭಿನಂದಿಸಲಾಯಿತು. ಪ್ರತಿಯೊಬ್ಬರೂ ಶಿಕ್ಷಣ ಪಡೆಯಬೇಕು. ಅಂಬೇಡ್ಕರ್ ಅವರ ಚಿಂತನೆಗಳು ಇಂದಿಗೂ ಪ್ರಸ್ತುತ. ಅವರ ಆಶಯಗಳನ್ನು ಪಾಲಿಸುವುದು ನಮ್ಮೆಲ್ಲರ ಕರ್ತವ್ಯ. ಸಂವಿಧಾನದ ಮೂಲಕ ಎಲ್ಲರಿಗೂ ಸಮಾನ ಹಕ್ಕು ನೀಡಿದರು ಎಂದರು. ಈ ಸಂದರ್ಭದಲ್ಲಿ ಗ್ರಾಮದ ಮುಖಂಡರು, ಯುವಕರು, ಮಹಿಳೆಯರು ಹಾಜರಿದ್ದರು. — [198, 1249, 369, 1331]
hospital-column-1 — [380, 1174, 540, 1500]
edition-item: ● ಬೆಂಗಳೂರು — [353, 47, 395, 57]
ambedkar-tribute-illustration — [25, 1125, 369, 1244]
kengan-headline: ಕೆಂಗನಹಳ್ಳಿ ಗ್ರಾಮದ ಮಾರಮ್ಮ ಜಾತ್ರಾ ಮಹೋತ್ಸವಕ್ಕೆ ತೆರೆ — [25, 540, 258, 574]
holaya-body-column — [714, 586, 864, 840]
edition-item: ● ಚಿಕ್ಕಬಳ್ಳಾಪುರ — [489, 47, 535, 57]
lead-dateline: •ಸುದ್ದಿಮೂಲ ವಾರ್ತೆ, ಚಿಂತಾಮಣಿ, ಮೇ.08: — [24, 213, 158, 223]
hospital-photo — [546, 1174, 706, 1276]
social-links — [678, 44, 815, 76]
hal-body-column — [24, 988, 259, 1094]
twitter-link-label: twitter.com/@suddimoola22 — [688, 63, 815, 73]
column-divider — [264, 540, 265, 1096]
